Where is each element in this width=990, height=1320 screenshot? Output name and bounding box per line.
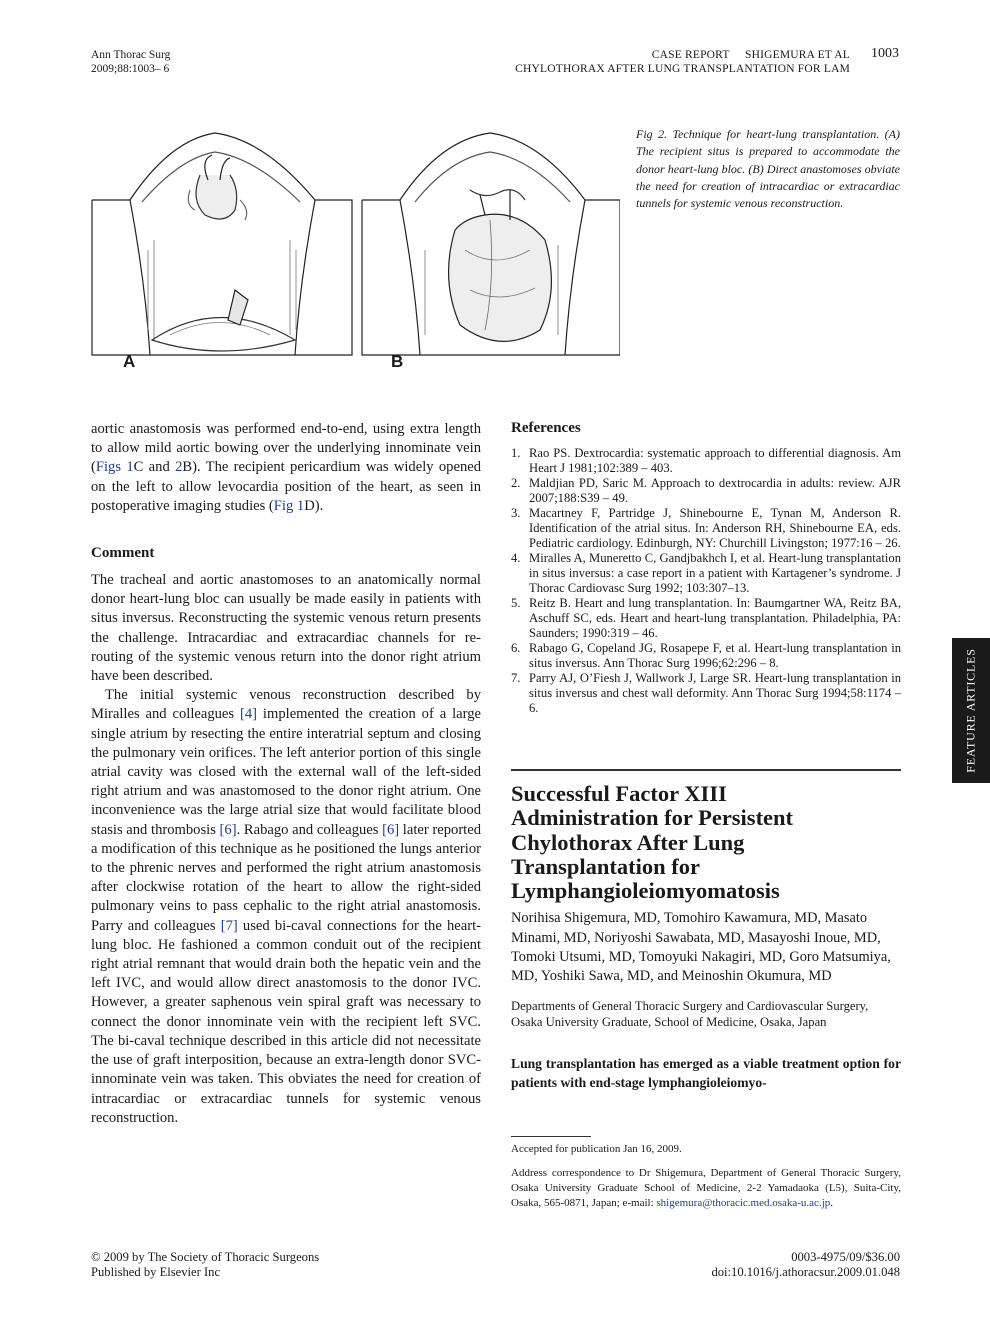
footnotes [511, 1142, 901, 1211]
journal-name: Ann Thorac Surg [91, 49, 171, 61]
panel-b-drawing [362, 133, 620, 355]
text-run: implemented the creation of a large single atrium by resecting the entire interatrial septum and closing the pulmonary vein orifices. The left anterior portion of this single atrial cavity was closed with the external wall of the left-sided right atrium and was anastomosed to the donor right atrium. One inconvenience was the large atrial size that would facilitate blood stasis and thrombosis [91, 706, 481, 838]
text-run: . Rabago and colleagues [236, 821, 383, 838]
reference-number: 6. [511, 641, 521, 655]
left-column [91, 420, 481, 1128]
panel-a-drawing [92, 133, 352, 355]
figure-2-link[interactable]: 2 [175, 459, 183, 476]
new-article [511, 782, 901, 1092]
text-run: C and [133, 459, 176, 476]
article-authors: Norihisa Shigemura, MD, Tomohiro Kawamura, MD, Masato Minami, MD, Noriyoshi Sawabata, MD, Masayoshi Inoue, MD, Tomoki Utsumi, MD, Tomoyuki Nakagiri, MD, Goro Matsumiya, MD, Yoshiki Sawa, MD, and Meinoshin Okumura, MD [511, 910, 891, 985]
reference-number: 3. [511, 506, 521, 520]
figure-1d-link[interactable]: Fig 1 [273, 497, 305, 514]
running-header [515, 48, 850, 76]
ref-6-link[interactable]: [6] [219, 821, 237, 838]
copyright: © 2009 by The Society of Thoracic Surgeons [91, 1250, 320, 1264]
figure-2 [90, 130, 620, 375]
figure-1-link[interactable]: Figs 1 [95, 459, 134, 476]
reference-item [511, 446, 901, 476]
surgical-illustration [90, 130, 620, 375]
reference-text: Rabago G, Copeland JG, Rosapepe F, et al. Heart-lung transplantation in situs inversus. Ann Thorac Surg 1996;62:296 – 8. [529, 641, 901, 670]
text-run: The initial systemic venous reconstruction described by Miralles and colleagues [91, 687, 481, 723]
email-link[interactable]: shigemura@thoracic.med.osaka-u.ac.jp [656, 1197, 831, 1209]
authors-short: SHIGEMURA ET AL [744, 49, 850, 61]
issn: 0003-4975/09/$36.00 [791, 1250, 900, 1264]
text-run: B). The recipient pericardium was widely opened on the left to allow levocardia position of the heart, as seen in postoperative imaging studies ( [91, 459, 482, 514]
correspondence-text: Address correspondence to Dr Shigemura, Department of General Thoracic Surgery, Osaka University Graduate School of Medicine, 2-2 Yamadaoka (L5), Suita-City, Osaka, 565-0871, Japan; e-mail: [511, 1167, 901, 1209]
accepted-date: Accepted for publication Jan 16, 2009. [511, 1143, 682, 1155]
section-label: CASE REPORT [651, 49, 730, 61]
feature-articles-tab [952, 638, 990, 783]
section-line [515, 48, 850, 62]
comment-heading: Comment [91, 545, 155, 562]
correspondence-end: . [830, 1197, 833, 1209]
text-run: later reported a modification of this technique as he positioned the lungs anterior to the phrenic nerves and performed the right atrium anastomosis after clockwise rotation of the heart to allow the right-sided pulmonary veins to pass cephalic to the right atrial anastomosis. Parry and colleagues [91, 821, 482, 934]
article-affiliation: Departments of General Thoracic Surgery and Cardiovascular Surgery, Osaka University Graduate, School of Medicine, Osaka, Japan [511, 999, 869, 1029]
reference-item [511, 641, 901, 671]
references-section [511, 420, 901, 716]
ref-7-link[interactable]: [7] [220, 917, 238, 934]
reference-text: Parry AJ, O’Fiesh J, Wallwork J, Large SR. Heart-lung transplantation in situs inversus and chest wall deformity. Ann Thorac Surg 1994;58:1174 – 6. [529, 671, 901, 715]
reference-item [511, 476, 901, 506]
ref-4-link[interactable]: [4] [240, 706, 258, 723]
publisher: Published by Elsevier Inc [91, 1265, 221, 1279]
figure-caption: Fig 2. Technique for heart-lung transplantation. (A) The recipient situs is prepared to accommodate the donor heart-lung bloc. (B) Direct anastomoses obviate the need for creation of intracardiac or extracardiac tunnels for systemic venous reconstruction. [636, 127, 900, 211]
article-title: Successful Factor XIII Administration for Persistent Chylothorax After Lung Transplantation for Lymphangioleiomyomatosis [511, 781, 794, 904]
side-tab-label: FEATURE ARTICLES [963, 648, 978, 773]
text-run: D). [304, 497, 324, 514]
reference-number: 4. [511, 551, 521, 565]
section-divider [511, 769, 901, 771]
abstract-start: Lung transplantation has emerged as a viable treatment option for patients with end-stage lymphangioleiomyo- [511, 1056, 901, 1091]
panel-a-label: A [123, 352, 136, 371]
continued-paragraph [91, 420, 481, 516]
reference-item [511, 551, 901, 596]
reference-text: Reitz B. Heart and lung transplantation. In: Baumgartner WA, Reitz BA, Aschuff SC, eds. Heart and heart-lung transplantation. Philadelphia, PA: Saunders; 1990:319 – 46. [529, 596, 901, 640]
references-heading: References [511, 420, 581, 436]
panel-b-label: B [391, 352, 404, 371]
running-title: CHYLOTHORAX AFTER LUNG TRANSPLANTATION FOR LAM [515, 63, 850, 75]
ref-6-link[interactable]: [6] [382, 821, 400, 838]
footer-left [91, 1250, 319, 1280]
reference-number: 1. [511, 446, 521, 460]
footnote-rule [511, 1136, 591, 1137]
text-run: aortic anastomosis was performed end-to-end, using extra length to allow mild aortic bowing over the underlying innominate vein ( [91, 421, 481, 476]
reference-item [511, 506, 901, 551]
reference-text: Macartney F, Partridge J, Shinebourne E, Tynan M, Anderson R. Identification of the atrial situs. In: Anderson RH, Shinebourne EA, eds. Pediatric cardiology. Edinburgh, NY: Churchill Livingston; 1977:16 – 26. [529, 506, 901, 550]
references-list [511, 446, 901, 716]
correspondence [511, 1166, 901, 1211]
doi: doi:10.1016/j.athoracsur.2009.01.048 [711, 1265, 900, 1279]
reference-item [511, 596, 901, 641]
page-number: 1003 [871, 46, 899, 61]
footer-right [711, 1250, 900, 1280]
reference-text: Miralles A, Muneretto C, Gandjbakhch I, et al. Heart-lung transplantation in situs inversus: a case report in a patient with Kartagener’s syndrome. J Thorac Cardiovasc Surg 1992; 103:307–13. [529, 551, 901, 595]
comment-paragraph-1: The tracheal and aortic anastomoses to an anatomically normal donor heart-lung bloc can usually be made easily in patients with situs inversus. Reconstructing the systemic venous return presents the challenge. Intracardiac and extracardiac channels for re-routing of the systemic venous return into the donor right atrium have been described. [91, 572, 481, 685]
reference-item [511, 671, 901, 716]
journal-header [91, 48, 170, 76]
reference-number: 7. [511, 671, 521, 685]
reference-text: Maldjian PD, Saric M. Approach to dextrocardia in adults: review. AJR 2007;188:S39 – 49. [529, 476, 901, 505]
comment-paragraph-2 [91, 686, 481, 1128]
journal-citation: 2009;88:1003– 6 [91, 63, 170, 75]
text-run: used bi-caval connections for the heart-lung bloc. He fashioned a common conduit out of the recipient right atrial remnant that would drain both the hepatic vein and the left IVC, and would allow direct anastomosis to the donor IVC. However, a greater saphenous vein spiral graft was necessary to connect the donor innominate vein with the recipient left SVC. The bi-caval technique described in this article did not necessitate the use of graft interposition, because an extra-length donor SVC-innominate vein was taken. This obviates the need for creation of intracardiac or extracardiac tunnels for systemic venous reconstruction. [91, 917, 481, 1126]
reference-number: 2. [511, 476, 521, 490]
reference-text: Rao PS. Dextrocardia: systematic approach to differential diagnosis. Am Heart J 1981;102:389 – 403. [529, 446, 901, 475]
reference-number: 5. [511, 596, 521, 610]
